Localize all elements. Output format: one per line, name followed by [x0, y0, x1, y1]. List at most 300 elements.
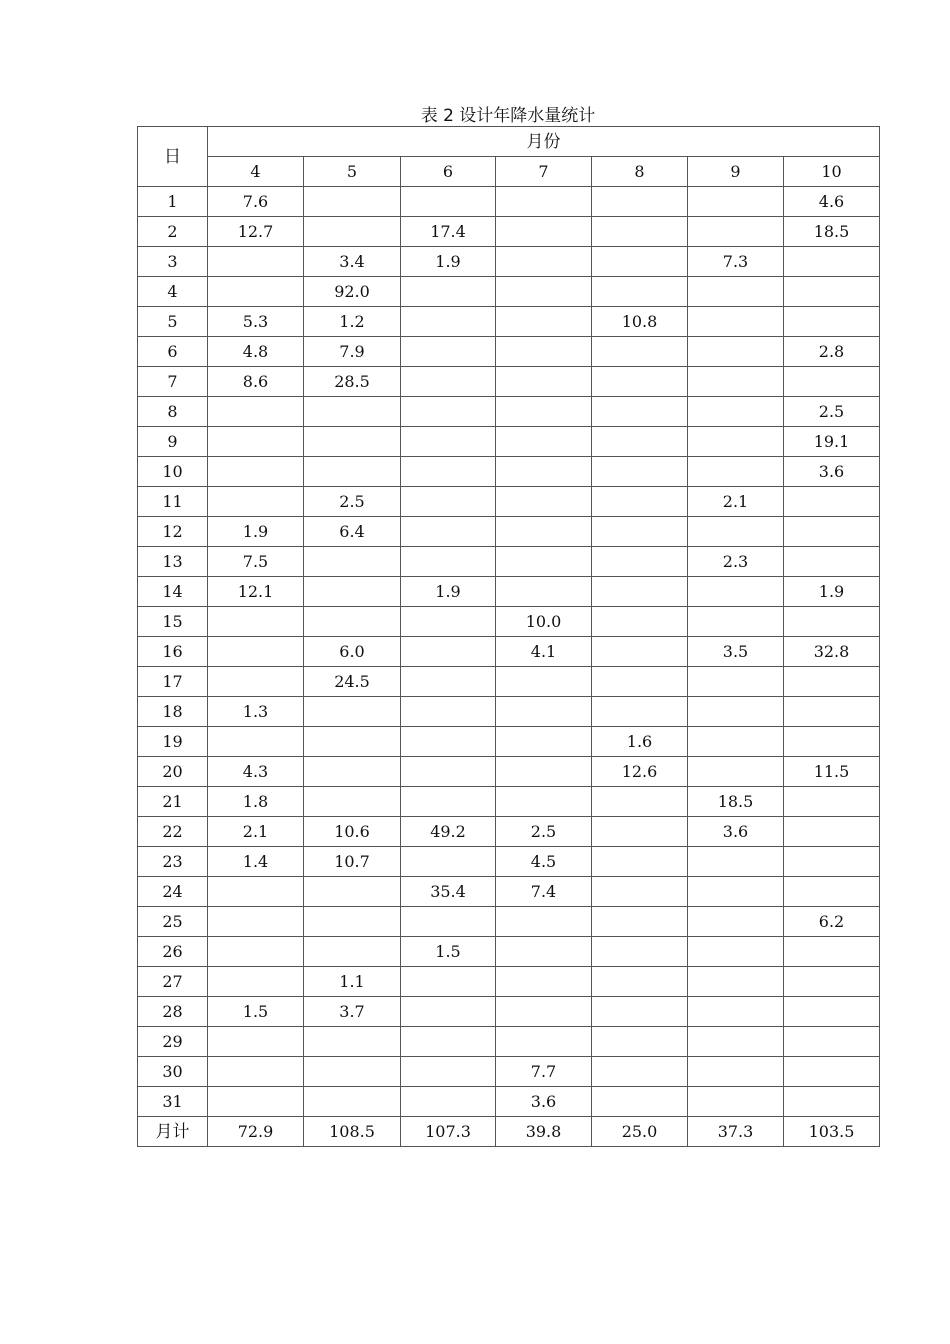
value-cell: 7.7	[496, 1057, 592, 1087]
value-cell	[784, 547, 880, 577]
value-cell	[784, 607, 880, 637]
value-cell: 10.6	[304, 817, 401, 847]
value-cell	[401, 787, 496, 817]
day-cell: 4	[138, 277, 208, 307]
value-cell: 12.1	[208, 577, 304, 607]
day-cell: 29	[138, 1027, 208, 1057]
month-header-cell: 8	[592, 157, 688, 187]
value-cell	[688, 937, 784, 967]
day-cell: 17	[138, 667, 208, 697]
value-cell	[401, 607, 496, 637]
table-row	[138, 607, 880, 637]
table-row	[138, 187, 880, 217]
value-cell	[304, 937, 401, 967]
total-cell: 25.0	[592, 1117, 688, 1147]
value-cell	[688, 997, 784, 1027]
value-cell	[784, 307, 880, 337]
value-cell	[496, 667, 592, 697]
value-cell	[496, 457, 592, 487]
value-cell: 35.4	[401, 877, 496, 907]
value-cell	[208, 1087, 304, 1117]
day-cell: 31	[138, 1087, 208, 1117]
day-cell: 1	[138, 187, 208, 217]
value-cell: 3.5	[688, 637, 784, 667]
value-cell: 4.3	[208, 757, 304, 787]
table-row	[138, 937, 880, 967]
day-cell: 14	[138, 577, 208, 607]
value-cell	[304, 607, 401, 637]
value-cell	[592, 187, 688, 217]
table-row	[138, 667, 880, 697]
day-cell: 26	[138, 937, 208, 967]
value-cell	[401, 337, 496, 367]
value-cell: 32.8	[784, 637, 880, 667]
value-cell: 18.5	[784, 217, 880, 247]
value-cell	[304, 457, 401, 487]
value-cell: 7.4	[496, 877, 592, 907]
value-cell	[208, 877, 304, 907]
day-cell: 5	[138, 307, 208, 337]
value-cell	[688, 667, 784, 697]
value-cell	[784, 367, 880, 397]
table-row	[138, 487, 880, 517]
table-row	[138, 817, 880, 847]
day-cell: 25	[138, 907, 208, 937]
value-cell: 6.4	[304, 517, 401, 547]
value-cell	[401, 547, 496, 577]
value-cell	[592, 1027, 688, 1057]
day-cell: 16	[138, 637, 208, 667]
value-cell	[592, 1057, 688, 1087]
value-cell: 1.5	[401, 937, 496, 967]
value-cell: 4.1	[496, 637, 592, 667]
value-cell	[208, 907, 304, 937]
value-cell	[304, 397, 401, 427]
value-cell	[496, 217, 592, 247]
value-cell	[208, 427, 304, 457]
value-cell	[496, 577, 592, 607]
value-cell	[784, 817, 880, 847]
month-header-cell: 7	[496, 157, 592, 187]
value-cell	[401, 667, 496, 697]
value-cell	[592, 397, 688, 427]
value-cell	[304, 1027, 401, 1057]
value-cell	[688, 307, 784, 337]
value-cell	[496, 937, 592, 967]
precipitation-table	[137, 126, 880, 1147]
value-cell: 5.3	[208, 307, 304, 337]
total-cell: 39.8	[496, 1117, 592, 1147]
value-cell: 6.0	[304, 637, 401, 667]
month-header-cell: 5	[304, 157, 401, 187]
value-cell	[784, 967, 880, 997]
value-cell	[592, 1087, 688, 1117]
table-row	[138, 457, 880, 487]
value-cell	[592, 637, 688, 667]
value-cell: 3.7	[304, 997, 401, 1027]
value-cell	[304, 757, 401, 787]
value-cell	[208, 457, 304, 487]
value-cell	[496, 337, 592, 367]
value-cell	[688, 427, 784, 457]
value-cell: 1.9	[401, 247, 496, 277]
value-cell	[592, 487, 688, 517]
day-cell: 27	[138, 967, 208, 997]
value-cell: 1.9	[784, 577, 880, 607]
value-cell	[592, 367, 688, 397]
value-cell	[688, 757, 784, 787]
value-cell	[401, 367, 496, 397]
table-row	[138, 397, 880, 427]
value-cell	[784, 1087, 880, 1117]
value-cell	[784, 517, 880, 547]
value-cell: 4.8	[208, 337, 304, 367]
value-cell	[496, 1027, 592, 1057]
value-cell: 1.5	[208, 997, 304, 1027]
value-cell	[208, 607, 304, 637]
value-cell	[401, 487, 496, 517]
header-row-top	[138, 127, 880, 157]
value-cell	[401, 1087, 496, 1117]
table-row	[138, 787, 880, 817]
value-cell: 11.5	[784, 757, 880, 787]
value-cell	[592, 607, 688, 637]
value-cell	[401, 187, 496, 217]
day-cell: 24	[138, 877, 208, 907]
value-cell	[688, 967, 784, 997]
value-cell: 1.9	[208, 517, 304, 547]
value-cell	[401, 637, 496, 667]
value-cell	[784, 487, 880, 517]
value-cell	[401, 757, 496, 787]
table-row	[138, 967, 880, 997]
table-row	[138, 847, 880, 877]
value-cell: 7.5	[208, 547, 304, 577]
value-cell	[592, 577, 688, 607]
value-cell	[688, 517, 784, 547]
table-row	[138, 637, 880, 667]
value-cell	[208, 727, 304, 757]
value-cell: 1.4	[208, 847, 304, 877]
value-cell	[401, 427, 496, 457]
value-cell	[496, 517, 592, 547]
day-cell: 23	[138, 847, 208, 877]
value-cell	[496, 397, 592, 427]
value-cell	[304, 187, 401, 217]
value-cell: 2.3	[688, 547, 784, 577]
value-cell: 4.6	[784, 187, 880, 217]
value-cell: 8.6	[208, 367, 304, 397]
value-cell	[688, 1087, 784, 1117]
day-cell: 7	[138, 367, 208, 397]
day-cell: 10	[138, 457, 208, 487]
total-cell: 108.5	[304, 1117, 401, 1147]
total-cell: 72.9	[208, 1117, 304, 1147]
value-cell	[784, 937, 880, 967]
value-cell: 1.3	[208, 697, 304, 727]
value-cell	[784, 1057, 880, 1087]
table-row	[138, 247, 880, 277]
value-cell: 2.5	[496, 817, 592, 847]
value-cell	[688, 457, 784, 487]
value-cell: 1.9	[401, 577, 496, 607]
value-cell: 2.1	[688, 487, 784, 517]
table-row	[138, 547, 880, 577]
table-row	[138, 1087, 880, 1117]
value-cell	[496, 187, 592, 217]
value-cell	[401, 1027, 496, 1057]
day-cell: 11	[138, 487, 208, 517]
total-row	[138, 1117, 880, 1147]
value-cell	[401, 997, 496, 1027]
table-row	[138, 997, 880, 1027]
value-cell	[784, 847, 880, 877]
value-cell	[784, 697, 880, 727]
value-cell	[496, 277, 592, 307]
day-cell: 3	[138, 247, 208, 277]
day-cell: 18	[138, 697, 208, 727]
value-cell: 49.2	[401, 817, 496, 847]
day-cell: 8	[138, 397, 208, 427]
day-cell: 30	[138, 1057, 208, 1087]
value-cell	[496, 727, 592, 757]
value-cell	[496, 547, 592, 577]
value-cell	[401, 1057, 496, 1087]
value-cell	[304, 547, 401, 577]
value-cell	[592, 937, 688, 967]
value-cell	[496, 697, 592, 727]
value-cell: 10.8	[592, 307, 688, 337]
value-cell: 1.8	[208, 787, 304, 817]
value-cell	[784, 277, 880, 307]
value-cell	[688, 907, 784, 937]
value-cell	[592, 907, 688, 937]
value-cell	[784, 877, 880, 907]
value-cell	[592, 547, 688, 577]
day-cell: 6	[138, 337, 208, 367]
value-cell	[208, 277, 304, 307]
table-row	[138, 337, 880, 367]
day-cell: 19	[138, 727, 208, 757]
value-cell	[688, 367, 784, 397]
value-cell	[304, 1087, 401, 1117]
value-cell	[592, 277, 688, 307]
total-cell: 107.3	[401, 1117, 496, 1147]
value-cell: 2.5	[784, 397, 880, 427]
value-cell	[688, 397, 784, 427]
value-cell	[592, 967, 688, 997]
month-group-header: 月份	[208, 127, 880, 157]
table-row	[138, 727, 880, 757]
value-cell	[592, 997, 688, 1027]
value-cell	[496, 307, 592, 337]
table-row	[138, 367, 880, 397]
value-cell: 3.4	[304, 247, 401, 277]
value-cell	[592, 427, 688, 457]
value-cell	[304, 787, 401, 817]
value-cell: 4.5	[496, 847, 592, 877]
table-row	[138, 517, 880, 547]
value-cell	[496, 247, 592, 277]
value-cell: 3.6	[784, 457, 880, 487]
table-row	[138, 697, 880, 727]
day-cell: 9	[138, 427, 208, 457]
value-cell	[592, 847, 688, 877]
value-cell	[496, 787, 592, 817]
month-header-cell: 9	[688, 157, 784, 187]
table-row	[138, 877, 880, 907]
table-row	[138, 307, 880, 337]
value-cell	[401, 967, 496, 997]
value-cell	[496, 367, 592, 397]
value-cell	[401, 277, 496, 307]
value-cell: 7.6	[208, 187, 304, 217]
value-cell: 1.6	[592, 727, 688, 757]
value-cell	[688, 187, 784, 217]
value-cell	[592, 817, 688, 847]
day-cell: 15	[138, 607, 208, 637]
value-cell	[208, 937, 304, 967]
value-cell: 19.1	[784, 427, 880, 457]
value-cell: 6.2	[784, 907, 880, 937]
value-cell	[592, 877, 688, 907]
value-cell	[688, 877, 784, 907]
day-cell: 21	[138, 787, 208, 817]
value-cell	[592, 517, 688, 547]
value-cell: 7.3	[688, 247, 784, 277]
value-cell	[208, 247, 304, 277]
value-cell	[688, 847, 784, 877]
day-cell: 20	[138, 757, 208, 787]
page-title: 表 2 设计年降水量统计	[420, 106, 596, 126]
value-cell: 3.6	[688, 817, 784, 847]
table-row	[138, 757, 880, 787]
value-cell: 1.1	[304, 967, 401, 997]
value-cell	[304, 577, 401, 607]
value-cell	[496, 757, 592, 787]
table-row	[138, 1057, 880, 1087]
value-cell: 18.5	[688, 787, 784, 817]
value-cell	[208, 667, 304, 697]
value-cell	[208, 637, 304, 667]
total-cell: 103.5	[784, 1117, 880, 1147]
day-cell: 28	[138, 997, 208, 1027]
value-cell	[401, 727, 496, 757]
value-cell	[592, 337, 688, 367]
value-cell	[688, 337, 784, 367]
value-cell	[304, 427, 401, 457]
value-cell	[592, 217, 688, 247]
table-row	[138, 427, 880, 457]
value-cell	[784, 997, 880, 1027]
value-cell	[208, 967, 304, 997]
value-cell	[208, 397, 304, 427]
value-cell	[688, 727, 784, 757]
value-cell	[688, 1057, 784, 1087]
table-row	[138, 577, 880, 607]
value-cell	[688, 577, 784, 607]
value-cell	[304, 217, 401, 247]
value-cell	[208, 487, 304, 517]
value-cell: 2.1	[208, 817, 304, 847]
day-cell: 12	[138, 517, 208, 547]
value-cell	[688, 607, 784, 637]
value-cell	[784, 667, 880, 697]
value-cell	[401, 907, 496, 937]
value-cell	[401, 397, 496, 427]
value-cell: 28.5	[304, 367, 401, 397]
value-cell	[592, 787, 688, 817]
value-cell	[784, 787, 880, 817]
table-row	[138, 217, 880, 247]
table-row	[138, 277, 880, 307]
month-header-cell: 4	[208, 157, 304, 187]
table-row	[138, 907, 880, 937]
value-cell	[304, 877, 401, 907]
value-cell	[304, 727, 401, 757]
value-cell	[496, 997, 592, 1027]
total-cell: 37.3	[688, 1117, 784, 1147]
value-cell	[592, 697, 688, 727]
month-header-cell: 10	[784, 157, 880, 187]
value-cell	[688, 1027, 784, 1057]
value-cell	[401, 697, 496, 727]
value-cell	[304, 697, 401, 727]
value-cell	[688, 277, 784, 307]
table-row	[138, 1027, 880, 1057]
value-cell	[784, 1027, 880, 1057]
value-cell	[401, 307, 496, 337]
value-cell	[592, 457, 688, 487]
value-cell	[401, 457, 496, 487]
value-cell	[304, 907, 401, 937]
value-cell	[496, 907, 592, 937]
day-cell: 13	[138, 547, 208, 577]
value-cell	[401, 847, 496, 877]
value-cell	[401, 517, 496, 547]
value-cell: 2.8	[784, 337, 880, 367]
value-cell: 10.0	[496, 607, 592, 637]
value-cell	[784, 247, 880, 277]
value-cell	[688, 697, 784, 727]
value-cell	[496, 967, 592, 997]
value-cell: 2.5	[304, 487, 401, 517]
value-cell	[784, 727, 880, 757]
value-cell: 12.7	[208, 217, 304, 247]
value-cell: 3.6	[496, 1087, 592, 1117]
value-cell	[304, 1057, 401, 1087]
table-body	[138, 187, 880, 1147]
value-cell: 92.0	[304, 277, 401, 307]
value-cell: 1.2	[304, 307, 401, 337]
value-cell: 24.5	[304, 667, 401, 697]
day-cell: 2	[138, 217, 208, 247]
total-label: 月计	[138, 1117, 208, 1147]
value-cell	[496, 487, 592, 517]
value-cell	[208, 1057, 304, 1087]
month-header-cell: 6	[401, 157, 496, 187]
value-cell: 17.4	[401, 217, 496, 247]
value-cell: 12.6	[592, 757, 688, 787]
day-header: 日	[138, 127, 208, 187]
header-row-months	[138, 157, 880, 187]
value-cell	[592, 667, 688, 697]
value-cell: 7.9	[304, 337, 401, 367]
value-cell	[592, 247, 688, 277]
value-cell	[208, 1027, 304, 1057]
day-cell: 22	[138, 817, 208, 847]
value-cell: 10.7	[304, 847, 401, 877]
